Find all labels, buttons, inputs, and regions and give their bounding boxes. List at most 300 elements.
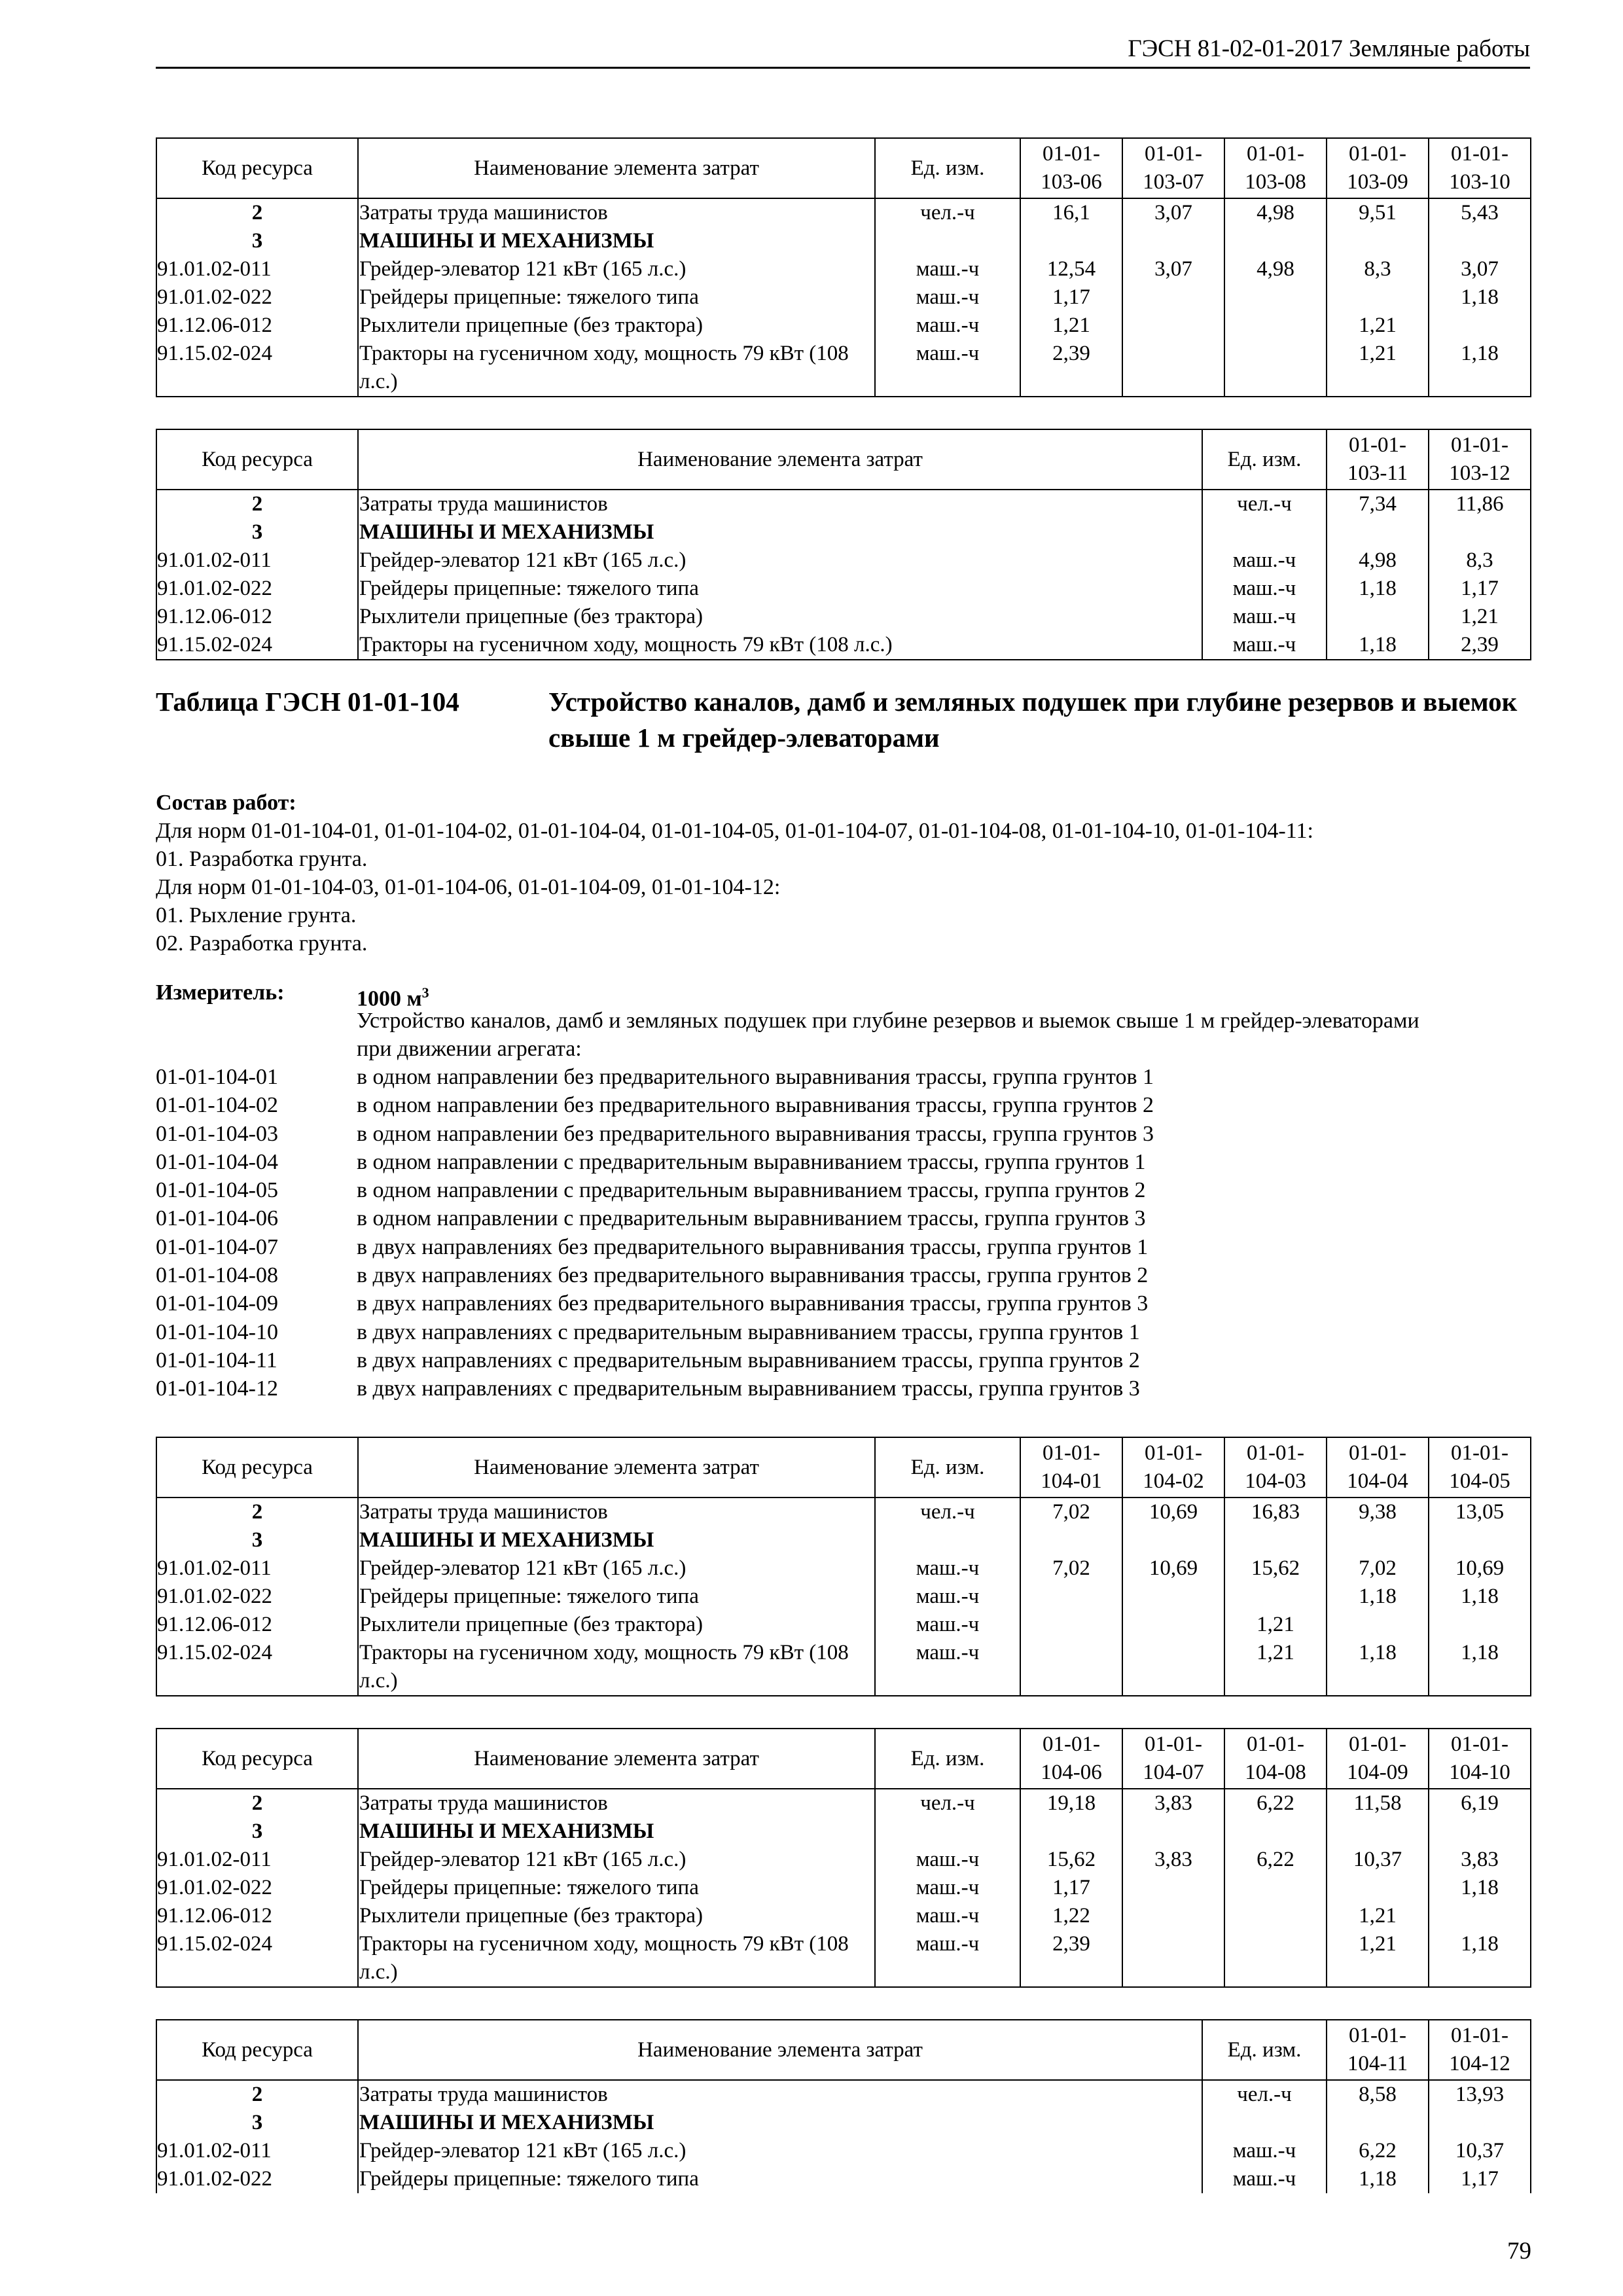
cell-value: 10,37 [1327,1846,1429,1874]
cell-value: 1,17 [1429,2165,1531,2193]
norm-code: 01-01-104-12 [156,1376,278,1401]
norm-code: 01-01-104-10 [156,1319,278,1344]
col-header-name: Наименование элемента затрат [358,1729,875,1789]
cell-value [1224,1874,1327,1902]
norm-description: в одном направлении с предварительным выравниванием трассы, группа грунтов 3 [357,1206,1146,1231]
cell-value: 10,69 [1122,1554,1224,1583]
table-row [156,490,1531,518]
norm-item [156,1346,1530,1374]
work-line: 01. Разработка грунта. [156,847,368,871]
table-row [156,227,1531,255]
cell-unit: маш.-ч [1202,547,1327,575]
cell-unit: маш.-ч [1202,603,1327,631]
cell-value: 1,18 [1327,1583,1429,1611]
col-header-unit: Ед. изм. [1202,2020,1327,2080]
col-header-name: Наименование элемента затрат [358,1437,875,1498]
col-header-norm: 01-01- 103-07 [1122,138,1224,198]
cell-value [1327,603,1429,631]
cell-value: 1,18 [1429,1583,1531,1611]
cell-value: 8,3 [1429,547,1531,575]
norm-code: 01-01-104-05 [156,1178,278,1203]
cell-value: 2,39 [1429,631,1531,660]
cell-unit: маш.-ч [875,255,1020,283]
work-heading: Состав работ: [156,791,296,815]
cell-code: 2 [156,198,358,227]
cell-value: 16,1 [1020,198,1122,227]
cell-value: 9,38 [1327,1498,1429,1526]
cell-value: 3,83 [1122,1789,1224,1818]
table-row [156,547,1531,575]
col-header-norm: 01-01- 104-07 [1122,1729,1224,1789]
cell-value: 3,07 [1429,255,1531,283]
norm-description: в одном направлении без предварительного выравнивания трассы, группа грунтов 1 [357,1065,1154,1089]
col-header-norm: 01-01- 103-08 [1224,138,1327,198]
cell-value [1429,2109,1531,2137]
norm-code: 01-01-104-07 [156,1234,278,1259]
table-title: Устройство каналов, дамб и земляных подушек при глубине резервов и выемок свыше 1 м грейдер-элеваторами [548,687,1518,753]
resource-table-2 [156,429,1531,660]
cell-unit [1202,518,1327,547]
table-number: Таблица ГЭСН 01-01-104 [156,687,459,717]
cell-name: Затраты труда машинистов [358,1498,875,1526]
cell-code: 91.15.02-024 [156,631,358,660]
cell-value: 3,07 [1122,255,1224,283]
cell-name: МАШИНЫ И МЕХАНИЗМЫ [358,227,875,255]
col-header-name: Наименование элемента затрат [358,138,875,198]
cell-value [1122,1818,1224,1846]
col-header-norm: 01-01- 104-10 [1429,1729,1531,1789]
cell-value [1122,227,1224,255]
cell-value: 10,37 [1429,2137,1531,2165]
cell-name: Рыхлители прицепные (без трактора) [358,1611,875,1639]
table-row [156,631,1531,660]
cell-unit: маш.-ч [875,1874,1020,1902]
cell-code: 2 [156,1498,358,1526]
cell-value [1327,518,1429,547]
resource-table-4 [156,1728,1531,1988]
cell-value [1122,1611,1224,1639]
cell-value [1327,1818,1429,1846]
cell-unit: маш.-ч [875,1902,1020,1930]
norm-description: в двух направлениях с предварительным выравниванием трассы, группа грунтов 3 [357,1376,1140,1401]
cell-value [1429,1818,1531,1846]
cell-value: 1,18 [1429,1874,1531,1902]
work-line: Для норм 01-01-104-01, 01-01-104-02, 01-01-104-04, 01-01-104-05, 01-01-104-07, 01-01-104-08, 01-01-104-10, 01-01-104-11: [156,819,1313,843]
col-header-norm: 01-01- 104-04 [1327,1437,1429,1498]
cell-value: 1,18 [1429,1639,1531,1696]
cell-unit: чел.-ч [1202,2080,1327,2109]
table-row [156,198,1531,227]
norm-description: в одном направлении с предварительным выравниванием трассы, группа грунтов 2 [357,1178,1146,1203]
cell-name: Грейдер-элеватор 121 кВт (165 л.с.) [358,1846,875,1874]
cell-value: 1,18 [1429,283,1531,312]
table-row [156,518,1531,547]
cell-unit: чел.-ч [875,1789,1020,1818]
cell-value: 1,21 [1327,1930,1429,1987]
cell-value [1327,283,1429,312]
cell-value [1122,1639,1224,1696]
work-line: 02. Разработка грунта. [156,931,368,956]
cell-value: 1,21 [1327,312,1429,340]
cell-value: 10,69 [1122,1498,1224,1526]
cell-value [1429,227,1531,255]
col-header-name: Наименование элемента затрат [358,429,1202,490]
norm-item [156,1120,1530,1148]
cell-unit: маш.-ч [875,1554,1020,1583]
norm-code: 01-01-104-01 [156,1065,278,1089]
work-line: Для норм 01-01-104-03, 01-01-104-06, 01-01-104-09, 01-01-104-12: [156,875,781,899]
cell-value: 12,54 [1020,255,1122,283]
col-header-code: Код ресурса [156,429,358,490]
cell-name: Затраты труда машинистов [358,2080,1202,2109]
cell-unit: маш.-ч [875,1639,1020,1696]
cell-value [1224,1930,1327,1987]
cell-code: 91.01.02-022 [156,283,358,312]
cell-name: Затраты труда машинистов [358,198,875,227]
cell-code: 91.12.06-012 [156,312,358,340]
cell-value [1224,1583,1327,1611]
col-header-unit: Ед. изм. [875,138,1020,198]
cell-code: 91.15.02-024 [156,1930,358,1987]
cell-unit: маш.-ч [875,340,1020,397]
cell-value [1224,1526,1327,1554]
cell-value: 7,02 [1020,1498,1122,1526]
cell-value: 1,18 [1327,1639,1429,1696]
cell-value [1122,1526,1224,1554]
cell-value: 1,18 [1327,631,1429,660]
cell-value: 7,02 [1020,1554,1122,1583]
norm-description: в двух направлениях без предварительного выравнивания трассы, группа грунтов 3 [357,1291,1149,1316]
cell-name: МАШИНЫ И МЕХАНИЗМЫ [358,1818,875,1846]
cell-unit: чел.-ч [875,198,1020,227]
cell-value: 11,86 [1429,490,1531,518]
cell-code: 3 [156,2109,358,2137]
cell-unit: маш.-ч [875,1611,1020,1639]
col-header-code: Код ресурса [156,138,358,198]
table-row [156,1611,1531,1639]
cell-value: 1,22 [1020,1902,1122,1930]
cell-code: 91.01.02-011 [156,1554,358,1583]
cell-value [1020,1583,1122,1611]
cell-unit: маш.-ч [1202,2165,1327,2193]
cell-value [1020,227,1122,255]
cell-value [1429,1526,1531,1554]
col-header-code: Код ресурса [156,1437,358,1498]
table-row [156,1639,1531,1696]
work-line: 01. Рыхление грунта. [156,903,357,927]
cell-name: Рыхлители прицепные (без трактора) [358,312,875,340]
cell-value: 1,18 [1327,2165,1429,2193]
cell-value: 6,22 [1224,1846,1327,1874]
cell-code: 91.01.02-011 [156,255,358,283]
col-header-norm: 01-01- 104-05 [1429,1437,1531,1498]
cell-value: 8,58 [1327,2080,1429,2109]
cell-unit: маш.-ч [875,1930,1020,1987]
table-row [156,312,1531,340]
cell-value: 1,21 [1327,340,1429,397]
norm-code: 01-01-104-03 [156,1121,278,1146]
cell-value [1122,340,1224,397]
cell-value [1020,1611,1122,1639]
col-header-unit: Ед. изм. [875,1729,1020,1789]
norm-code: 01-01-104-11 [156,1348,277,1372]
norm-item [156,1204,1530,1232]
cell-code: 91.01.02-011 [156,2137,358,2165]
measure-description: Устройство каналов, дамб и земляных подушек при глубине резервов и выемок свыше 1 м грейдер-элеваторами при движении агрегата: [357,1009,1419,1061]
norm-item [156,1176,1530,1204]
cell-value: 8,3 [1327,255,1429,283]
cell-name: Рыхлители прицепные (без трактора) [358,603,1202,631]
cell-name: Рыхлители прицепные (без трактора) [358,1902,875,1930]
cell-value: 4,98 [1327,547,1429,575]
cell-code: 91.01.02-022 [156,575,358,603]
cell-value: 15,62 [1224,1554,1327,1583]
table-row [156,1846,1531,1874]
table-row [156,283,1531,312]
table-row [156,2165,1531,2193]
cell-value: 1,18 [1429,1930,1531,1987]
cell-code: 2 [156,1789,358,1818]
norm-item [156,1318,1530,1346]
cell-code: 3 [156,518,358,547]
cell-value [1122,1583,1224,1611]
cell-code: 91.01.02-011 [156,1846,358,1874]
cell-value: 1,21 [1224,1639,1327,1696]
col-header-norm: 01-01- 104-11 [1327,2020,1429,2080]
cell-value: 7,02 [1327,1554,1429,1583]
cell-name: МАШИНЫ И МЕХАНИЗМЫ [358,518,1202,547]
cell-code: 3 [156,1526,358,1554]
cell-name: Затраты труда машинистов [358,1789,875,1818]
cell-value: 4,98 [1224,255,1327,283]
cell-unit: маш.-ч [1202,2137,1327,2165]
cell-name: Тракторы на гусеничном ходу, мощность 79 кВт (108 л.с.) [358,1930,875,1987]
cell-value [1429,1902,1531,1930]
table-row [156,340,1531,397]
norm-item [156,1374,1530,1403]
cell-code: 91.01.02-022 [156,1583,358,1611]
cell-code: 91.01.02-011 [156,547,358,575]
norm-description: в двух направлениях с предварительным выравниванием трассы, группа грунтов 1 [357,1319,1140,1344]
cell-value [1429,518,1531,547]
cell-name: Грейдеры прицепные: тяжелого типа [358,1874,875,1902]
cell-value [1224,340,1327,397]
resource-table-3 [156,1437,1531,1696]
cell-value: 3,07 [1122,198,1224,227]
cell-code: 91.15.02-024 [156,1639,358,1696]
cell-value [1327,2109,1429,2137]
cell-value [1327,1874,1429,1902]
cell-value [1224,312,1327,340]
cell-value: 1,18 [1327,575,1429,603]
cell-value: 1,21 [1224,1611,1327,1639]
cell-name: Грейдер-элеватор 121 кВт (165 л.с.) [358,2137,1202,2165]
norm-code: 01-01-104-02 [156,1093,278,1118]
norm-code: 01-01-104-08 [156,1263,278,1288]
cell-value: 4,98 [1224,198,1327,227]
table-row [156,1789,1531,1818]
table-row [156,1818,1531,1846]
cell-code: 91.12.06-012 [156,1902,358,1930]
cell-unit: маш.-ч [1202,575,1327,603]
cell-value [1020,1639,1122,1696]
cell-name: Грейдеры прицепные: тяжелого типа [358,575,1202,603]
cell-unit: маш.-ч [875,283,1020,312]
cell-name: Грейдер-элеватор 121 кВт (165 л.с.) [358,1554,875,1583]
cell-code: 2 [156,490,358,518]
table-row [156,255,1531,283]
cell-unit [875,1818,1020,1846]
cell-value [1122,1902,1224,1930]
cell-value: 2,39 [1020,340,1122,397]
table-row [156,603,1531,631]
cell-value [1429,312,1531,340]
cell-code: 91.12.06-012 [156,603,358,631]
col-header-norm: 01-01- 104-02 [1122,1437,1224,1498]
col-header-unit: Ед. изм. [875,1437,1020,1498]
cell-name: Грейдеры прицепные: тяжелого типа [358,2165,1202,2193]
table-row [156,1930,1531,1987]
norm-code: 01-01-104-09 [156,1291,278,1316]
col-header-norm: 01-01- 104-12 [1429,2020,1531,2080]
cell-unit: чел.-ч [875,1498,1020,1526]
cell-value: 15,62 [1020,1846,1122,1874]
cell-value: 6,22 [1327,2137,1429,2165]
cell-code: 91.15.02-024 [156,340,358,397]
cell-name: МАШИНЫ И МЕХАНИЗМЫ [358,2109,1202,2137]
cell-value: 7,34 [1327,490,1429,518]
cell-code: 3 [156,227,358,255]
cell-value [1429,1611,1531,1639]
cell-value [1020,1818,1122,1846]
cell-value: 2,39 [1020,1930,1122,1987]
cell-name: Грейдеры прицепные: тяжелого типа [358,1583,875,1611]
cell-value [1327,1526,1429,1554]
col-header-norm: 01-01- 103-12 [1429,429,1531,490]
norm-description: в одном направлении без предварительного выравнивания трассы, группа грунтов 3 [357,1121,1154,1146]
cell-unit [875,1526,1020,1554]
norm-description: в двух направлениях без предварительного выравнивания трассы, группа грунтов 2 [357,1263,1149,1288]
col-header-code: Код ресурса [156,2020,358,2080]
measure-label: Измеритель: [156,980,285,1005]
table-row [156,2137,1531,2165]
cell-value: 1,21 [1327,1902,1429,1930]
cell-value: 1,18 [1429,340,1531,397]
cell-code: 91.01.02-022 [156,2165,358,2193]
cell-value: 9,51 [1327,198,1429,227]
norm-item [156,1289,1530,1318]
resource-table-1 [156,137,1531,397]
cell-value: 6,19 [1429,1789,1531,1818]
cell-value: 3,83 [1122,1846,1224,1874]
cell-name: Затраты труда машинистов [358,490,1202,518]
work-composition [156,789,1530,958]
page-header: ГЭСН 81-02-01-2017 Земляные работы [156,33,1530,69]
table-row [156,1554,1531,1583]
norm-item [156,1063,1530,1091]
measure-unit: 1000 $м^3$ [357,984,429,1011]
col-header-name: Наименование элемента затрат [358,2020,1202,2080]
cell-value: 1,17 [1020,1874,1122,1902]
cell-value [1327,227,1429,255]
cell-name: Грейдер-элеватор 121 кВт (165 л.с.) [358,255,875,283]
page-number: 79 [1507,2238,1531,2265]
cell-unit: маш.-ч [1202,631,1327,660]
cell-value: 5,43 [1429,198,1531,227]
norm-item [156,1233,1530,1261]
col-header-norm: 01-01- 104-06 [1020,1729,1122,1789]
cell-code: 91.12.06-012 [156,1611,358,1639]
cell-unit [875,227,1020,255]
cell-value: 10,69 [1429,1554,1531,1583]
cell-name: Тракторы на гусеничном ходу, мощность 79 кВт (108 л.с.) [358,340,875,397]
cell-value [1122,1874,1224,1902]
cell-value: 11,58 [1327,1789,1429,1818]
cell-value: 16,83 [1224,1498,1327,1526]
cell-name: Грейдеры прицепные: тяжелого типа [358,283,875,312]
cell-name: МАШИНЫ И МЕХАНИЗМЫ [358,1526,875,1554]
cell-value [1327,1611,1429,1639]
norm-description: в двух направлениях с предварительным выравниванием трассы, группа грунтов 2 [357,1348,1140,1372]
col-header-norm: 01-01- 104-03 [1224,1437,1327,1498]
col-header-norm: 01-01- 103-11 [1327,429,1429,490]
cell-code: 3 [156,1818,358,1846]
cell-code: 91.01.02-022 [156,1874,358,1902]
table-row [156,1498,1531,1526]
cell-value [1020,1526,1122,1554]
cell-value: 13,93 [1429,2080,1531,2109]
table-row [156,1874,1531,1902]
col-header-norm: 01-01- 103-06 [1020,138,1122,198]
cell-name: Тракторы на гусеничном ходу, мощность 79 кВт (108 л.с.) [358,631,1202,660]
norm-code: 01-01-104-06 [156,1206,278,1231]
cell-value: 1,17 [1020,283,1122,312]
cell-code: 2 [156,2080,358,2109]
col-header-unit: Ед. изм. [1202,429,1327,490]
col-header-norm: 01-01- 103-10 [1429,138,1531,198]
cell-name: Грейдер-элеватор 121 кВт (165 л.с.) [358,547,1202,575]
col-header-norm: 01-01- 104-08 [1224,1729,1327,1789]
cell-value [1224,227,1327,255]
table-row [156,1902,1531,1930]
norm-item [156,1091,1530,1119]
cell-value [1224,1902,1327,1930]
cell-value [1224,283,1327,312]
cell-name: Тракторы на гусеничном ходу, мощность 79 кВт (108 л.с.) [358,1639,875,1696]
cell-value: 13,05 [1429,1498,1531,1526]
cell-value: 1,21 [1429,603,1531,631]
col-header-norm: 01-01- 103-09 [1327,138,1429,198]
cell-value: 1,21 [1020,312,1122,340]
cell-unit: маш.-ч [875,1846,1020,1874]
norm-description: в одном направлении без предварительного выравнивания трассы, группа грунтов 2 [357,1093,1154,1118]
col-header-norm: 01-01- 104-01 [1020,1437,1122,1498]
table-row [156,1526,1531,1554]
col-header-norm: 01-01- 104-09 [1327,1729,1429,1789]
cell-value: 1,17 [1429,575,1531,603]
cell-value [1224,1818,1327,1846]
norm-description: в двух направлениях без предварительного выравнивания трассы, группа грунтов 1 [357,1234,1149,1259]
cell-value [1122,312,1224,340]
norm-list [156,1063,1530,1403]
table-row [156,1583,1531,1611]
norm-item [156,1261,1530,1289]
col-header-code: Код ресурса [156,1729,358,1789]
cell-unit: маш.-ч [875,312,1020,340]
norm-item [156,1148,1530,1176]
norm-description: в одном направлении с предварительным выравниванием трассы, группа грунтов 1 [357,1149,1146,1174]
cell-value: 19,18 [1020,1789,1122,1818]
